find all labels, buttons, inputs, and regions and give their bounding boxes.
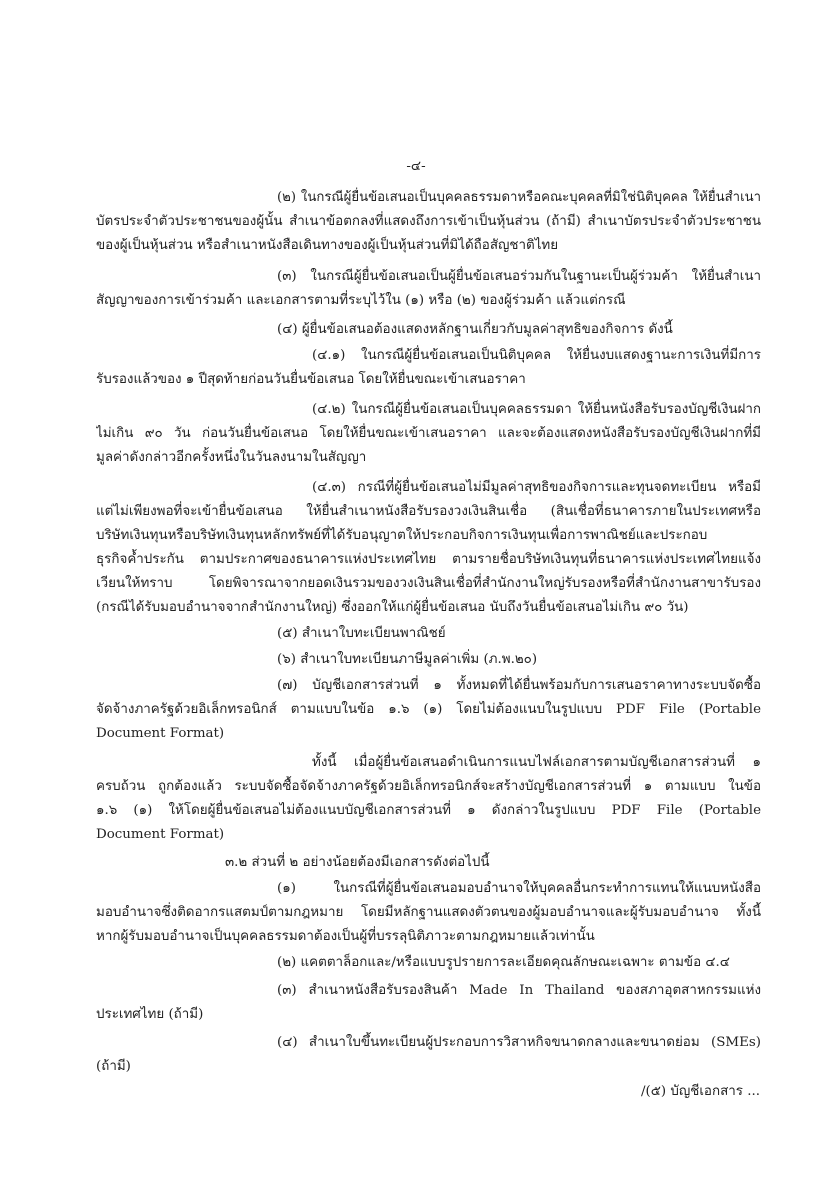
text-line: ทั้งนี้ เมื่อผู้ยื่นข้อเสนอดำเนินการแนบไฟล์เอกสารตามบัญชีเอกสารส่วนที่ ๑ [312, 755, 761, 770]
text-line: (๕) สำเนาใบทะเบียนพาณิชย์ [277, 626, 446, 641]
text-line: เวียนให้ทราบ โดยพิจารณาจากยอดเงินรวมของวงเงินสินเชื่อที่สำนักงานใหญ่รับรองหรือที่สำนักงานสาขารับรอง [96, 576, 761, 591]
text-line: มอบอำนาจซึ่งติดอากรแสตมป์ตามกฎหมาย โดยมีหลักฐานแสดงตัวตนของผู้มอบอำนาจและผู้รับมอบอำนาจ ทั้งนี้ [96, 905, 761, 920]
text-line: ธุรกิจค้ำประกัน ตามประกาศของธนาคารแห่งประเทศไทย ตามรายชื่อบริษัทเงินทุนที่ธนาคารแห่งประเทศไทยแจ้ง [96, 552, 761, 567]
text-line: (๒) ในกรณีผู้ยื่นข้อเสนอเป็นบุคคลธรรมดาหรือคณะบุคคลที่มิใช่นิติบุคคล ให้ยื่นสำเนา [277, 190, 761, 205]
text-line: (๓) สำเนาหนังสือรับรองสินค้า Made In Thailand ของสภาอุตสาหกรรมแห่ง [277, 983, 761, 998]
text-line: ของผู้เป็นหุ้นส่วน หรือสำเนาหนังสือเดินทางของผู้เป็นหุ้นส่วนที่มิได้ถือสัญชาติไทย [96, 238, 559, 253]
text-line: สัญญาของการเข้าร่วมค้า และเอกสารตามที่ระบุไว้ใน (๑) หรือ (๒) ของผู้ร่วมค้า แล้วแต่กรณี [96, 293, 626, 308]
text-line: (๒) แคตตาล็อกและ/หรือแบบรูปรายการละเอียดคุณลักษณะเฉพาะ ตามข้อ ๔.๔ [277, 955, 730, 970]
text-line: (๔) สำเนาใบขึ้นทะเบียนผู้ประกอบการวิสาหกิจขนาดกลางและขนาดย่อม (SMEs) [277, 1035, 761, 1050]
text-line: ครบถ้วน ถูกต้องแล้ว ระบบจัดซื้อจัดจ้างภาครัฐด้วยอิเล็กทรอนิกส์จะสร้างบัญชีเอกสารส่วนที่ ๑ ตามแบบ ในข้อ [96, 779, 761, 794]
text-line: (๗) บัญชีเอกสารส่วนที่ ๑ ทั้งหมดที่ได้ยื่นพร้อมกับการเสนอราคาทางระบบจัดซื้อ [277, 678, 761, 693]
text-line: (๑) ในกรณีที่ผู้ยื่นข้อเสนอมอบอำนาจให้บุคคลอื่นกระทำการแทนให้แนบหนังสือ [277, 881, 761, 896]
text-line: ๑.๖ (๑) ให้โดยผู้ยื่นข้อเสนอไม่ต้องแนบบัญชีเอกสารส่วนที่ ๑ ดังกล่าวในรูปแบบ PDF File (Portable [96, 803, 761, 818]
text-line: (๔.๑) ในกรณีผู้ยื่นข้อเสนอเป็นนิติบุคคล ให้ยื่นงบแสดงฐานะการเงินที่มีการ [312, 348, 761, 363]
page-number: -๔- [406, 159, 426, 174]
text-line: รับรองแล้วของ ๑ ปีสุดท้ายก่อนวันยื่นข้อเสนอ โดยให้ยื่นขณะเข้าเสนอราคา [96, 372, 526, 387]
text-line: ประเทศไทย (ถ้ามี) [96, 1007, 204, 1022]
text-line: (๔) ผู้ยื่นข้อเสนอต้องแสดงหลักฐานเกี่ยวกับมูลค่าสุทธิของกิจการ ดังนี้ [277, 322, 673, 337]
text-line: (กรณีได้รับมอบอำนาจจากสำนักงานใหญ่) ซึ่งออกให้แก่ผู้ยื่นข้อเสนอ นับถึงวันยื่นข้อเสนอไม่เกิน ๙๐ วัน) [96, 600, 689, 615]
text-line: มูลค่าดังกล่าวอีกครั้งหนึ่งในวันลงนามในสัญญา [96, 450, 367, 465]
text-line: ไม่เกิน ๙๐ วัน ก่อนวันยื่นข้อเสนอ โดยให้ยื่นขณะเข้าเสนอราคา และจะต้องแสดงหนังสือรับรองบัญชีเงินฝากที่มี [96, 426, 761, 441]
section-heading: ๓.๒ ส่วนที่ ๒ อย่างน้อยต้องมีเอกสารดังต่อไปนี้ [225, 855, 490, 870]
text-line: (๔.๓) กรณีที่ผู้ยื่นข้อเสนอไม่มีมูลค่าสุทธิของกิจการและทุนจดทะเบียน หรือมี [312, 480, 761, 495]
text-line: (๓) ในกรณีผู้ยื่นข้อเสนอเป็นผู้ยื่นข้อเสนอร่วมกันในฐานะเป็นผู้ร่วมค้า ให้ยื่นสำเนา [277, 269, 761, 284]
text-line: (๔.๒) ในกรณีผู้ยื่นข้อเสนอเป็นบุคคลธรรมดา ให้ยื่นหนังสือรับรองบัญชีเงินฝาก [312, 402, 761, 417]
text-line: (๖) สำเนาใบทะเบียนภาษีมูลค่าเพิ่ม (ภ.พ.๒๐) [277, 652, 538, 667]
text-line: (ถ้ามี) [96, 1059, 131, 1074]
continuation-note: /(๕) บัญชีเอกสาร ... [641, 1084, 760, 1099]
text-line: หากผู้รับมอบอำนาจเป็นบุคคลธรรมดาต้องเป็นผู้ที่บรรลุนิติภาวะตามกฎหมายแล้วเท่านั้น [96, 929, 595, 944]
text-line: จัดจ้างภาครัฐด้วยอิเล็กทรอนิกส์ ตามแบบในข้อ ๑.๖ (๑) โดยไม่ต้องแนบในรูปแบบ PDF File (Portable [96, 702, 761, 717]
text-line: บัตรประจำตัวประชาชนของผู้นั้น สำเนาข้อตกลงที่แสดงถึงการเข้าเป็นหุ้นส่วน (ถ้ามี) สำเนาบัตรประจำตัวประชาชน [96, 214, 761, 229]
text-line: Document Format) [96, 827, 225, 842]
text-line: Document Format) [96, 726, 225, 741]
text-line: แต่ไม่เพียงพอที่จะเข้ายื่นข้อเสนอ ให้ยื่นสำเนาหนังสือรับรองวงเงินสินเชื่อ (สินเชื่อที่ธนาคารภายในประเทศหรือ [96, 504, 761, 519]
text-line: บริษัทเงินทุนหรือบริษัทเงินทุนหลักทรัพย์ที่ได้รับอนุญาตให้ประกอบกิจการเงินทุนเพื่อการพาณิชย์และประกอบ [96, 528, 708, 543]
